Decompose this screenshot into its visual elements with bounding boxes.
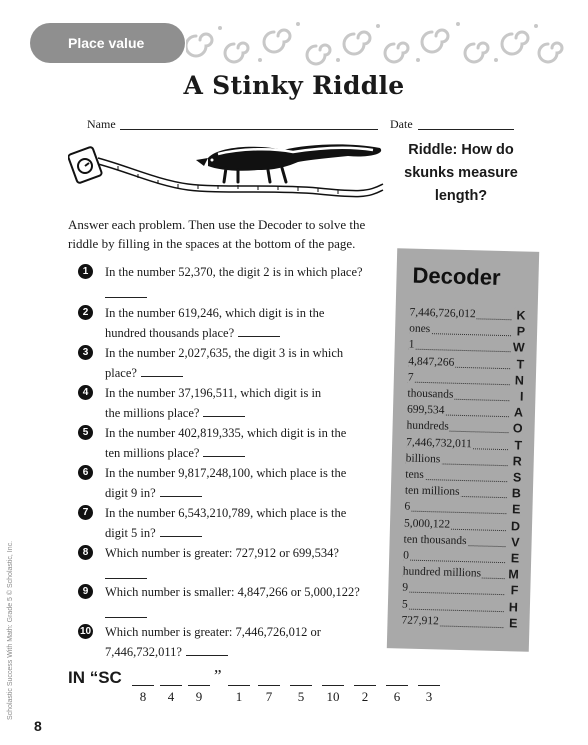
answer-letter-blank[interactable] (160, 670, 182, 686)
problem-number: 6 (78, 465, 93, 480)
answer-code: 3 (425, 689, 433, 704)
answer-code: 2 (361, 689, 369, 704)
decoder-letter: V (509, 534, 520, 550)
problem-10 (78, 622, 334, 662)
decoder-value: tens (405, 468, 425, 481)
problem-number: 5 (78, 425, 93, 440)
leader-dots (404, 511, 506, 515)
tape-measure-icon (68, 146, 102, 183)
answer-slot[interactable] (188, 670, 210, 705)
decoder-letter: H (507, 599, 518, 615)
answer-letter-blank[interactable] (354, 670, 376, 686)
answer-close-quote: ” (214, 666, 222, 685)
answer-code: 4 (167, 689, 175, 704)
problem-3 (78, 343, 348, 383)
answer-letter-blank[interactable] (386, 670, 408, 686)
problem-number: 8 (78, 545, 93, 560)
problem-text: In the number 6,543,210,789, which place is the digit 5 in? (105, 506, 347, 540)
answer-code: 1 (235, 689, 243, 704)
answer-slot[interactable] (386, 670, 408, 705)
answer-code: 8 (139, 689, 147, 704)
instructions: Answer each problem. Then use the Decoder to solve the riddle by filling in the spaces at the bottom of the page. (68, 217, 366, 251)
answer-slot[interactable] (258, 670, 280, 705)
problem-2 (78, 303, 334, 343)
problem-text: In the number 619,246, which digit is in the hundred thousands place? (105, 306, 325, 340)
leader-dots (402, 608, 504, 612)
decoder-letter: E (510, 502, 521, 518)
answer-code: 10 (326, 689, 340, 704)
decoder-value: billions (405, 452, 441, 466)
problem-6 (78, 463, 348, 503)
skunk-illustration (68, 140, 388, 200)
decoder-value: 4,847,266 (408, 355, 455, 369)
answer-letter-blank[interactable] (290, 670, 312, 686)
leader-dots (409, 349, 511, 353)
decoder-letter: F (508, 583, 518, 599)
riddle-question: Riddle: How do skunks measure length? (404, 142, 518, 204)
problem-text: In the number 37,196,511, which digit is in the millions place? (105, 386, 322, 420)
answer-blank[interactable] (203, 446, 245, 457)
decoder-letter: E (509, 550, 520, 566)
answer-letter-blank[interactable] (418, 670, 440, 686)
decoder-letter: M (506, 566, 519, 582)
answer-blank[interactable] (238, 326, 280, 337)
answer-slot[interactable] (228, 670, 250, 705)
problem-number: 1 (78, 264, 93, 279)
problem-7 (78, 503, 348, 543)
decoder-letter: P (515, 324, 526, 340)
date-label: Date (390, 117, 413, 131)
problem-text: Which number is smaller: 4,847,266 or 5,000,122? (105, 585, 360, 599)
decoder-letter: O (511, 421, 523, 437)
problem-number: 4 (78, 385, 93, 400)
decoder-value: 7 (407, 371, 414, 384)
answer-prefix: IN “SC (68, 668, 122, 687)
answer-slot[interactable] (322, 670, 344, 705)
answer-blank[interactable] (141, 366, 183, 377)
decoder-letter: K (514, 307, 525, 323)
problem-text: Which number is greater: 7,446,726,012 or 7,446,732,011? (105, 625, 321, 659)
skunk-icon (196, 144, 381, 182)
copyright-credit: Scholastic Success With Math: Grade 5 © Scholastic, Inc. (7, 540, 14, 720)
answer-code: 9 (195, 689, 203, 704)
decoder-panel (392, 250, 542, 660)
decoder-value: 5 (401, 598, 408, 611)
answer-blank[interactable] (186, 645, 228, 656)
decoder-letter: A (512, 404, 523, 420)
decoder-value: ten thousands (403, 533, 467, 547)
decoder-value: 7,446,732,011 (406, 436, 473, 450)
name-field[interactable] (120, 129, 378, 130)
decoder-value: 7,446,726,012 (409, 306, 476, 321)
answer-letter-blank[interactable] (258, 670, 280, 686)
decoder-value: ten millions (404, 484, 460, 499)
decoder-letter: W (511, 340, 525, 356)
answer-code: 5 (297, 689, 305, 704)
leader-dots (402, 592, 504, 596)
answer-code: 7 (265, 689, 273, 704)
answer-slot[interactable] (132, 670, 154, 705)
problem-8 (78, 543, 370, 585)
problem-text: Which number is greater: 727,912 or 699,534? (105, 546, 339, 560)
decoder-entry (401, 612, 517, 631)
answer-slot[interactable] (160, 670, 182, 705)
problem-text: In the number 402,819,335, which digit is in the ten millions place? (105, 426, 347, 460)
page-title: A Stinky Riddle (183, 71, 405, 100)
date-field[interactable] (418, 129, 514, 130)
decoder-value: 9 (402, 581, 409, 594)
answer-blank[interactable] (105, 287, 147, 298)
decoder-letter: N (513, 372, 524, 388)
answer-letter-blank[interactable] (228, 670, 250, 686)
problem-5 (78, 423, 348, 463)
section-tab (30, 23, 185, 63)
answer-blank[interactable] (105, 568, 147, 579)
leader-dots (403, 559, 505, 563)
decoder-letter: T (512, 437, 522, 453)
answer-letter-blank[interactable] (188, 670, 210, 686)
decoder-value: 1 (408, 338, 415, 352)
problem-text: In the number 2,027,635, the digit 3 is in which place? (105, 346, 344, 380)
decoder-letter: S (511, 469, 522, 485)
problem-number: 10 (79, 626, 92, 637)
answer-blank[interactable] (160, 526, 202, 537)
decoder-card (387, 248, 539, 652)
problem-text: In the number 9,817,248,100, which place is the digit 9 in? (105, 466, 347, 500)
answer-blank[interactable] (105, 607, 147, 618)
decoder-value: 5,000,122 (403, 517, 451, 531)
decoder-letter: T (514, 356, 524, 372)
problem-number: 9 (78, 584, 93, 599)
problem-9 (78, 582, 370, 624)
answer-blank[interactable] (160, 486, 202, 497)
page-number: 8 (34, 718, 42, 734)
decoder-letter: R (510, 453, 521, 469)
problem-number: 2 (78, 305, 93, 320)
answer-slot[interactable] (418, 670, 440, 705)
answer-letter-blank[interactable] (322, 670, 344, 686)
decoder-letter: B (510, 485, 521, 501)
name-label: Name (87, 117, 116, 131)
problem-text: In the number 52,370, the digit 2 is in which place? (105, 265, 363, 279)
decoder-value: 699,534 (406, 403, 445, 417)
decoder-value: 727,912 (401, 614, 440, 628)
problem-1 (78, 262, 370, 304)
decoder-letter: E (507, 615, 518, 631)
leader-dots (408, 381, 510, 385)
answer-blank[interactable] (203, 406, 245, 417)
decoder-value: 0 (403, 549, 410, 562)
answer-slot[interactable] (290, 670, 312, 705)
decoder-value: hundreds (406, 419, 449, 434)
section-tab-label: Place value (68, 35, 145, 51)
decoder-letter: I (518, 388, 524, 404)
problem-number: 7 (78, 505, 93, 520)
answer-letter-blank[interactable] (132, 670, 154, 686)
answer-code: 6 (393, 689, 401, 704)
decoder-value: 6 (404, 500, 411, 514)
problem-4 (78, 383, 334, 423)
decoder-title: Decoder (412, 262, 501, 290)
problem-number: 3 (78, 345, 93, 360)
decoder-value: ones (408, 322, 431, 336)
swirl-decoration (186, 18, 574, 66)
decoder-letter: D (509, 518, 520, 534)
decoder-value: thousands (407, 387, 454, 401)
answer-slot[interactable] (354, 670, 376, 705)
decoder-value: hundred millions (402, 565, 482, 580)
